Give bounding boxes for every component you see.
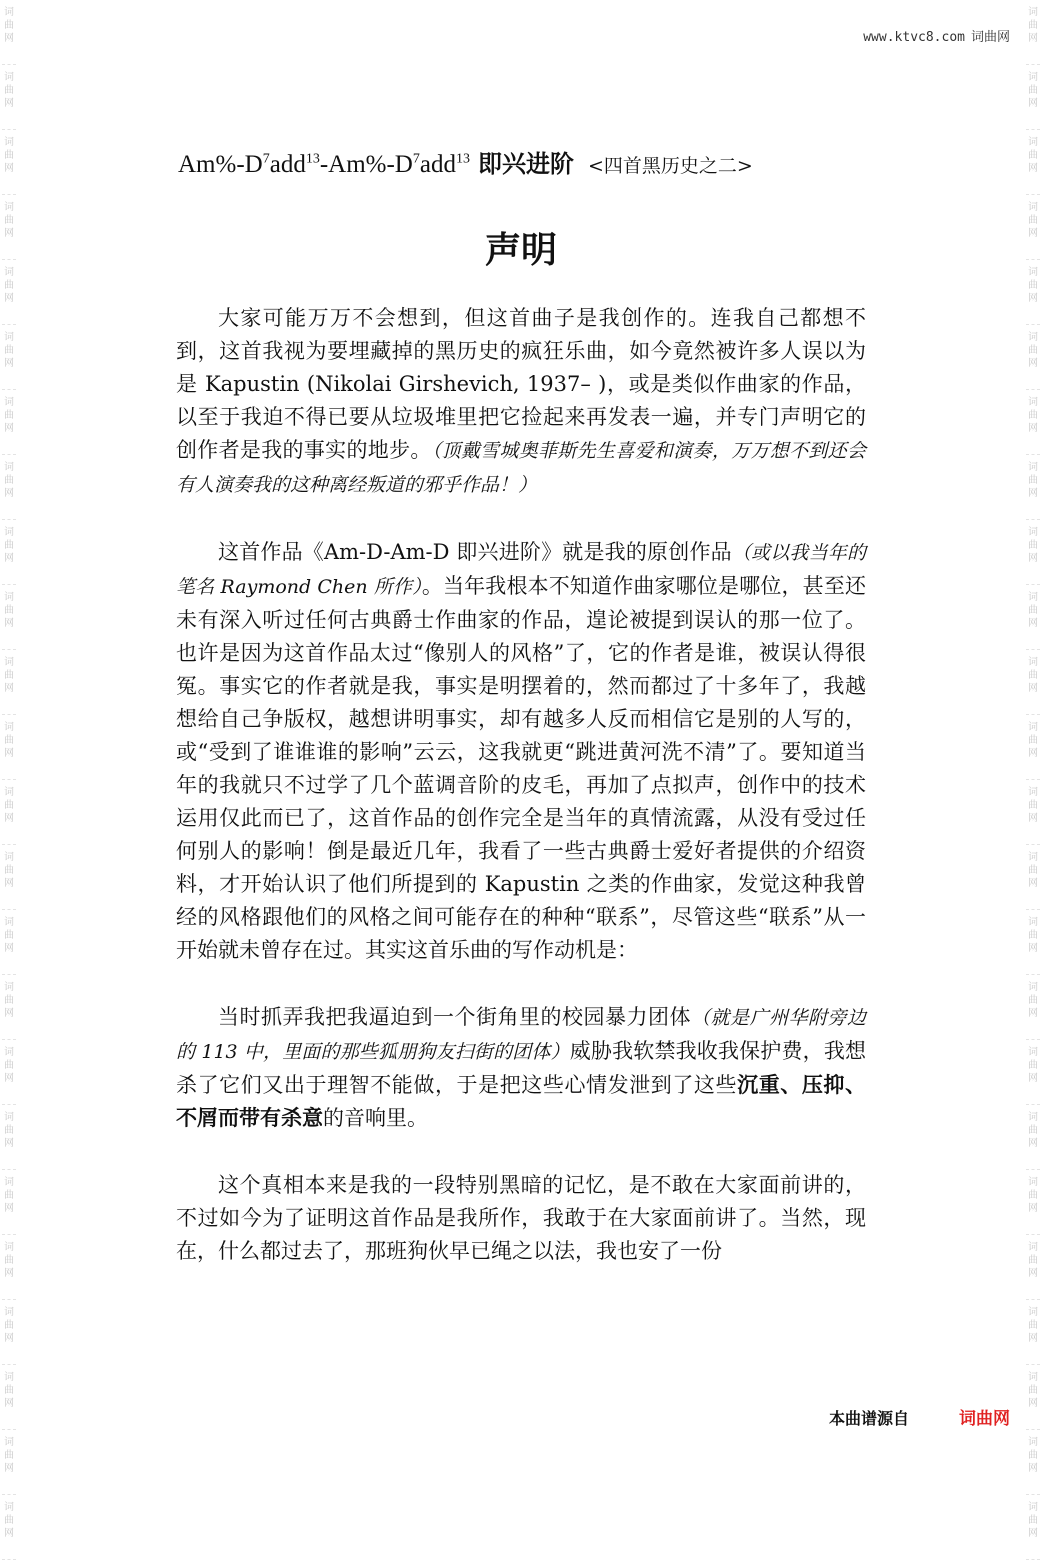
paragraph-2 bbox=[176, 536, 866, 967]
paragraph-4 bbox=[176, 1169, 866, 1268]
watermark-mark: 词 曲 网 bbox=[1026, 975, 1040, 1040]
watermark-mark: 词 曲 网 bbox=[2, 1300, 16, 1365]
title-chord: add bbox=[419, 151, 456, 178]
paragraph-text: 大家可能万万不会想到，但这首曲子是我创作的。连我自己都想不到，这首我视为要埋藏掉的黑历史的疯狂乐曲，如今竟然被许多人误以为是 Kapustin (Nikolai Girshevich, 1937– )，或是类似作曲家的作品，以至于我迫不得已要从垃圾堆里把它捡起来再发表一遍，并专门声明它的创作者是我的事实的地步。 bbox=[176, 306, 866, 462]
watermark-mark: 词 曲 网 bbox=[1026, 390, 1040, 455]
watermark-mark: 词 曲 网 bbox=[1026, 455, 1040, 520]
watermark-mark: 词 曲 网 bbox=[2, 1105, 16, 1170]
paragraph-note: （就是广州华附旁边的 113 中，里面的那些狐朋狗友扫街的团体） bbox=[176, 1007, 866, 1063]
watermark-mark: 词 曲 网 bbox=[2, 260, 16, 325]
emphasis-text: 沉重、压抑、不屑而带有杀意 bbox=[176, 1073, 867, 1130]
watermark-mark: 词 曲 网 bbox=[1026, 520, 1040, 585]
watermark-mark: 词 曲 网 bbox=[1026, 780, 1040, 845]
paragraph-text: 。当年我根本不知道作曲家哪位是哪位，甚至还未有深入听过任何古典爵士作曲家的作品，遑论被提到误认的那一位了。也许是因为这首作品太过“像别人的风格”了，它的作者是谁，被误认得很冤。事实它的作者就是我，事实是明摆着的，然而都过了十多年了，我越想给自己争版权，越想讲明事实，却有越多人反而相信它是别的人写的，或“受到了谁谁谁的影响”云云，这我就更“跳进黄河洗不清”了。要知道当年的我就只不过学了几个蓝调音阶的皮毛，再加了点拟声，创作中的技术运用仅此而已了，这首作品的创作完全是当年的真情流露，从没有受过任何别人的影响！倒是最近几年，我看了一些古典爵士爱好者提供的介绍资料，才开始认识了他们所提到的 Kapustin 之类的作曲家，发觉这种我曾经的风格跟他们的风格之间可能存在的种种“联系”，尽管这些“联系”从一开始就未曾存在过。其实这首乐曲的写作动机是： bbox=[176, 574, 866, 962]
title-chord: Am%-D bbox=[178, 151, 263, 178]
paragraph-text: 当时抓弄我把我逼迫到一个街角里的校园暴力团体 bbox=[218, 1005, 691, 1029]
watermark-mark: 词 曲 网 bbox=[1026, 65, 1040, 130]
watermark-mark: 词 曲 网 bbox=[1026, 1495, 1040, 1560]
paragraph-note: （顶戴雪城奥菲斯先生喜爱和演奏，万万想不到还会有人演奏我的这种离经叛道的邪乎作品！） bbox=[176, 440, 866, 496]
watermark-mark: 词 曲 网 bbox=[2, 520, 16, 585]
watermark-mark: 词 曲 网 bbox=[2, 780, 16, 845]
paragraph-3 bbox=[176, 1001, 866, 1135]
right-watermark-strip bbox=[1024, 0, 1042, 1539]
paragraph-text: 这首作品《Am-D-Am-D 即兴进阶》就是我的原创作品 bbox=[218, 540, 732, 564]
paragraph-text: 这个真相本来是我的一段特别黑暗的记忆，是不敢在大家面前讲的，不过如今为了证明这首作品是我所作，我敢于在大家面前讲了。当然，现在，什么都过去了，那班狗伙早已绳之以法，我也安了一份 bbox=[176, 1173, 866, 1263]
watermark-mark: 词 曲 网 bbox=[1026, 1235, 1040, 1300]
watermark-mark: 词 曲 网 bbox=[2, 845, 16, 910]
title-chinese: 即兴进阶 bbox=[477, 150, 574, 178]
site-url[interactable]: www.ktvc8.com bbox=[863, 30, 965, 45]
watermark-mark: 词 曲 网 bbox=[1026, 1105, 1040, 1170]
watermark-mark: 词 曲 网 bbox=[2, 975, 16, 1040]
watermark-mark: 词 曲 网 bbox=[2, 390, 16, 455]
watermark-mark: 词 曲 网 bbox=[1026, 1430, 1040, 1495]
title-subtitle: <四首黑历史之二> bbox=[587, 155, 753, 177]
title-chord: -Am%-D bbox=[319, 151, 413, 178]
footer-source-label: 本曲谱源自 bbox=[828, 1409, 909, 1428]
watermark-mark: 词 曲 网 bbox=[1026, 1170, 1040, 1235]
footer-brand-link[interactable]: 词曲网 bbox=[959, 1409, 1010, 1429]
title-superscript: 7 bbox=[262, 151, 270, 167]
watermark-mark: 词 曲 网 bbox=[2, 195, 16, 260]
watermark-mark: 词 曲 网 bbox=[1026, 130, 1040, 195]
left-watermark-strip bbox=[0, 0, 18, 1539]
watermark-mark: 词 曲 网 bbox=[2, 130, 16, 195]
watermark-mark: 词 曲 网 bbox=[2, 1365, 16, 1430]
title-superscript: 13 bbox=[305, 151, 320, 167]
paragraph-text: 威胁我软禁我收我保护费，我想杀了它们又出于理智不能做，于是把这些心情发泄到了这些 bbox=[176, 1039, 866, 1097]
watermark-mark: 词 曲 网 bbox=[1026, 325, 1040, 390]
watermark-mark: 词 曲 网 bbox=[1026, 195, 1040, 260]
watermark-mark: 词 曲 网 bbox=[1026, 1300, 1040, 1365]
watermark-mark: 词 曲 网 bbox=[2, 0, 16, 65]
watermark-mark: 词 曲 网 bbox=[1026, 260, 1040, 325]
watermark-mark: 词 曲 网 bbox=[2, 1430, 16, 1495]
watermark-mark: 词 曲 网 bbox=[1026, 715, 1040, 780]
paragraph-text: 的音响里。 bbox=[323, 1106, 428, 1130]
watermark-mark: 词 曲 网 bbox=[2, 650, 16, 715]
watermark-mark: 词 曲 网 bbox=[2, 325, 16, 390]
watermark-mark: 词 曲 网 bbox=[1026, 650, 1040, 715]
watermark-mark: 词 曲 网 bbox=[2, 1235, 16, 1300]
watermark-mark: 词 曲 网 bbox=[1026, 910, 1040, 975]
watermark-mark: 词 曲 网 bbox=[2, 1040, 16, 1105]
score-title bbox=[178, 144, 872, 179]
watermark-mark: 词 曲 网 bbox=[1026, 1365, 1040, 1430]
watermark-mark: 词 曲 网 bbox=[2, 1170, 16, 1235]
paragraph-1 bbox=[176, 302, 866, 502]
watermark-mark: 词 曲 网 bbox=[2, 585, 16, 650]
site-name: 词曲网 bbox=[970, 30, 1010, 45]
watermark-mark: 词 曲 网 bbox=[1026, 845, 1040, 910]
watermark-mark: 词 曲 网 bbox=[2, 65, 16, 130]
page-footer bbox=[829, 1404, 1010, 1429]
title-superscript: 7 bbox=[412, 151, 420, 167]
site-header bbox=[863, 26, 1010, 45]
watermark-mark: 词 曲 网 bbox=[1026, 585, 1040, 650]
watermark-mark: 词 曲 网 bbox=[1026, 0, 1040, 65]
paragraph-note: （或以我当年的笔名 Raymond Chen 所作） bbox=[176, 542, 866, 598]
watermark-mark: 词 曲 网 bbox=[2, 910, 16, 975]
statement-body bbox=[176, 302, 866, 1302]
watermark-mark: 词 曲 网 bbox=[2, 1495, 16, 1560]
watermark-mark: 词 曲 网 bbox=[2, 455, 16, 520]
title-chord: add bbox=[269, 151, 306, 178]
title-superscript: 13 bbox=[455, 151, 470, 167]
watermark-mark: 词 曲 网 bbox=[1026, 1040, 1040, 1105]
statement-heading: 声明 bbox=[484, 230, 557, 271]
watermark-mark: 词 曲 网 bbox=[2, 715, 16, 780]
